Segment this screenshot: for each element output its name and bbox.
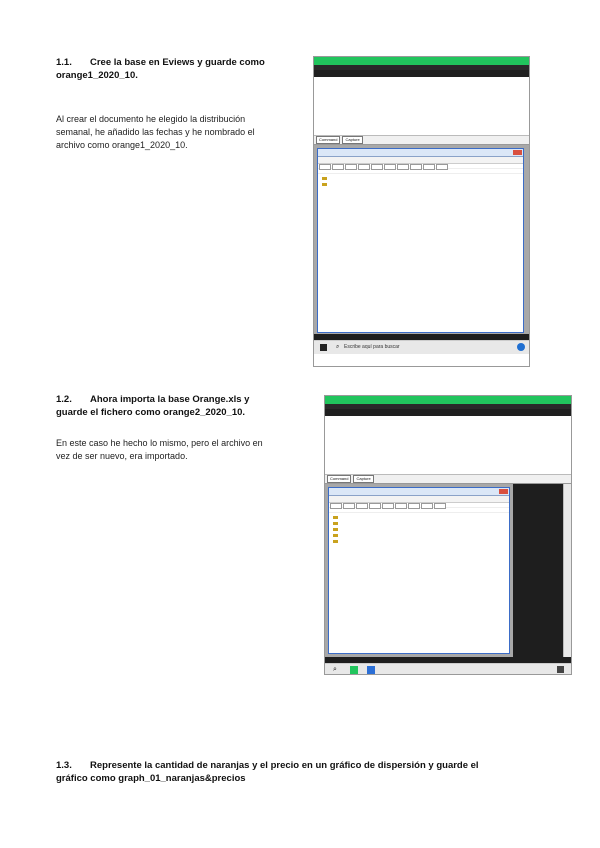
- windows-taskbar: [325, 663, 571, 675]
- eviews-screenshot-2: [324, 395, 572, 675]
- series-icon: [333, 534, 338, 537]
- workfile-object-list: [329, 513, 509, 648]
- section-1-body-line: Al crear el documento he elegido la distribución: [56, 114, 246, 124]
- eviews-titlebar: [325, 396, 571, 404]
- section-2-body-line: En este caso he hecho lo mismo, pero el archivo en: [56, 438, 263, 448]
- eviews-workarea: [314, 145, 529, 334]
- section-1-number: 1.1.: [56, 57, 72, 68]
- taskbar-search-text[interactable]: Escribe aquí para buscar: [344, 344, 400, 350]
- section-2-heading: [56, 393, 316, 419]
- pane-tabs: [314, 136, 529, 145]
- section-3-number: 1.3.: [56, 760, 72, 771]
- workarea-left: [325, 484, 513, 657]
- section-3-title-line2: gráfico como graph_01_naranjas&precios: [56, 773, 246, 784]
- dark-side-panel: [513, 484, 563, 657]
- windows-taskbar: [314, 340, 529, 354]
- series-icon: [333, 540, 338, 543]
- tab-command[interactable]: Command: [316, 136, 340, 144]
- section-2-number: 1.2.: [56, 394, 72, 405]
- search-icon[interactable]: ⌕: [333, 666, 337, 673]
- pane-tabs: [325, 475, 571, 484]
- workfile-toolbar: [318, 157, 523, 164]
- vertical-scrollbar[interactable]: [563, 484, 572, 657]
- search-icon[interactable]: ⌕: [336, 344, 340, 350]
- command-line: [325, 409, 571, 416]
- section-2-body-line: vez de ser nuevo, era importado.: [56, 451, 188, 461]
- tab-capture[interactable]: Capture: [353, 475, 373, 483]
- section-2-title-line1: Ahora importa la base Orange.xls y: [90, 394, 250, 405]
- series-icon: [322, 177, 327, 180]
- section-1-body-line: semanal, he añadido las fechas y he nombrado el: [56, 127, 255, 137]
- tab-command[interactable]: Command: [327, 475, 351, 483]
- close-icon[interactable]: [513, 150, 522, 155]
- windows-start-icon[interactable]: [320, 344, 327, 351]
- close-icon[interactable]: [499, 489, 508, 494]
- command-pane: [314, 77, 529, 136]
- series-icon: [333, 522, 338, 525]
- workfile-window: [328, 487, 510, 654]
- eviews-workarea-2: [325, 484, 571, 657]
- notification-icon[interactable]: [557, 666, 564, 673]
- tab-capture[interactable]: Capture: [342, 136, 362, 144]
- workfile-object-list: [318, 174, 523, 324]
- section-2-body: [56, 437, 316, 463]
- eviews-app-icon[interactable]: [350, 666, 358, 674]
- section-2-title-line2: guarde el fichero como orange2_2020_10.: [56, 407, 246, 418]
- series-icon: [333, 516, 338, 519]
- app-icon[interactable]: [367, 666, 375, 674]
- command-pane: [325, 416, 571, 475]
- browser-icon[interactable]: [517, 343, 525, 351]
- section-3-title-line1: Represente la cantidad de naranjas y el precio en un gráfico de dispersión y guarde el: [90, 760, 479, 771]
- section-1-title-line1: Cree la base en Eviews y guarde como: [90, 57, 265, 68]
- section-1-body: [56, 113, 306, 152]
- section-1-body-line: archivo como orange1_2020_10.: [56, 140, 188, 150]
- series-icon: [322, 183, 327, 186]
- workfile-titlebar: [329, 488, 509, 496]
- series-icon: [333, 528, 338, 531]
- eviews-screenshot-1: [313, 56, 530, 367]
- section-1-heading: [56, 56, 306, 82]
- workfile-window: [317, 148, 524, 333]
- eviews-titlebar: [314, 57, 529, 65]
- workfile-toolbar: [329, 496, 509, 503]
- command-line: [314, 70, 529, 77]
- workfile-titlebar: [318, 149, 523, 157]
- section-3-heading: [56, 759, 576, 785]
- section-1-title-line2: orange1_2020_10.: [56, 70, 138, 81]
